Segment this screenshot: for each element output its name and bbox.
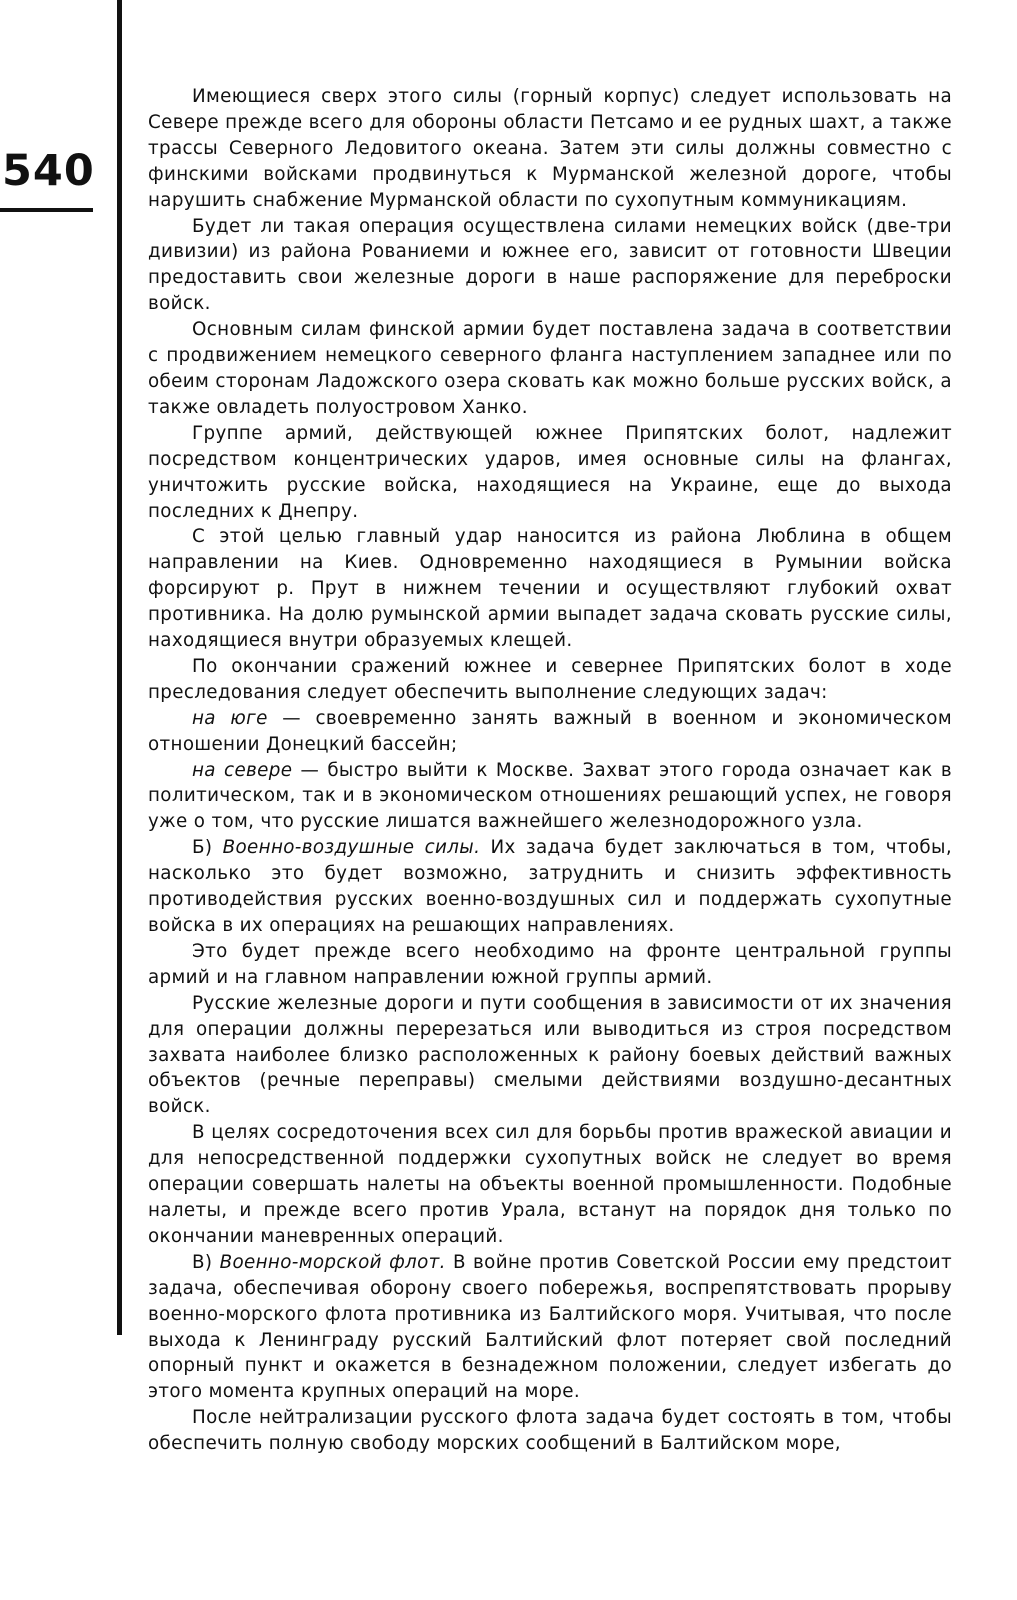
margin-vertical-rule (117, 0, 122, 1335)
page-number-underline (0, 208, 93, 212)
paragraph: Имеющиеся сверх этого силы (горный корпус) следует использовать на Севере прежде всего для обороны области Петсамо и ее рудных шахт, а также трассы Северного Ледовитого океана. Затем эти силы должны совместно с финскими войсками продвинуться к Мурманской железной дороге, чтобы нарушить снабжение Мурманской области по сухопутным коммуникациям. (148, 86, 952, 211)
paragraph: Это будет прежде всего необходимо на фронте центральной группы армий и на главном направлении южной группы армий. (148, 940, 952, 988)
paragraph: Б) Военно-воздушные силы. Их задача будет заключаться в том, чтобы, насколько это будет возможно, затруднить и снизить эффективность противодействия русских военно-воздушных сил и поддержать сухопутные войска в их операциях на решающих направлениях. (148, 837, 952, 936)
section-heading: Военно-морской флот. (219, 1251, 446, 1273)
paragraph: Основным силам финской армии будет поставлена задача в соответствии с продвижением немецкого северного фланга наступлением западнее или по обеим сторонам Ладожского озера сковать как можно больше русских войск, а также овладеть полуостровом Ханко. (148, 319, 952, 418)
paragraph: В) Военно-морской флот. В войне против Советской России ему предстоит задача, обеспечивая оборону своего побережья, воспрепятствовать прорыву военно-морского флота противника из Балтийского моря. Учитывая, что после выхода к Ленинграду русский Балтийский флот потеряет свой последний опорный пункт и окажется в безнадежном положении, следует избегать до этого момента крупных операций на море. (148, 1251, 952, 1403)
paragraph: Будет ли такая операция осуществлена силами немецких войск (две-три дивизии) из района Рованиеми и южнее его, зависит от готовности Швеции предоставить свои железные дороги в наше распоряжение для переброски войск. (148, 215, 952, 315)
section-heading: Военно-воздушные силы. (222, 837, 481, 859)
section-marker: Б) (192, 837, 223, 859)
page-number: 540 (2, 146, 95, 196)
paragraph: В целях сосредоточения всех сил для борьбы против вражеской авиации и для непосредственной поддержки сухопутных войск не следует во время операции совершать налеты на объекты военной промышленности. Подобные налеты, и прежде всего против Урала, встанут на порядок дня только по окончании маневренных операций. (148, 1122, 952, 1247)
paragraph: Группе армий, действующей южнее Припятских болот, надлежит посредством концентрических ударов, имея основные силы на флангах, уничтожить русские войска, находящиеся на Украине, еще до выхода последних к Днепру. (148, 422, 952, 522)
paragraph: После нейтрализации русского флота задача будет состоять в том, чтобы обеспечить полную свободу морских сообщений в Балтийском море, (148, 1407, 952, 1455)
paragraph-lead: на севере (192, 759, 293, 781)
paragraph: Русские железные дороги и пути сообщения в зависимости от их значения для операции должны перерезаться или выводиться из строя посредством захвата наиболее близко расположенных к району боевых действий важных объектов (речные переправы) смелыми действиями воздушно-десантных войск. (148, 992, 952, 1118)
paragraph: на севере — быстро выйти к Москве. Захват этого города означает как в политическом, так и в экономическом отношениях решающий успех, не говоря уже о том, что русские лишатся важнейшего железнодорожного узла. (148, 759, 952, 833)
paragraph: По окончании сражений южнее и севернее Припятских болот в ходе преследования следует обеспечить выполнение следующих задач: (148, 655, 952, 703)
paragraph: на юге — своевременно занять важный в военном и экономическом отношении Донецкий бассейн; (148, 707, 952, 755)
body-text (148, 84, 952, 1457)
section-marker: В) (192, 1251, 220, 1273)
paragraph-lead: на юге (192, 707, 268, 729)
paragraph: С этой целью главный удар наносится из района Люблина в общем направлении на Киев. Одновременно находящиеся в Румынии войска форсируют р. Прут в нижнем течении и осуществляют глубокий охват противника. На долю румынской армии выпадет задача сковать русские силы, находящиеся внутри образуемых клещей. (148, 526, 952, 652)
